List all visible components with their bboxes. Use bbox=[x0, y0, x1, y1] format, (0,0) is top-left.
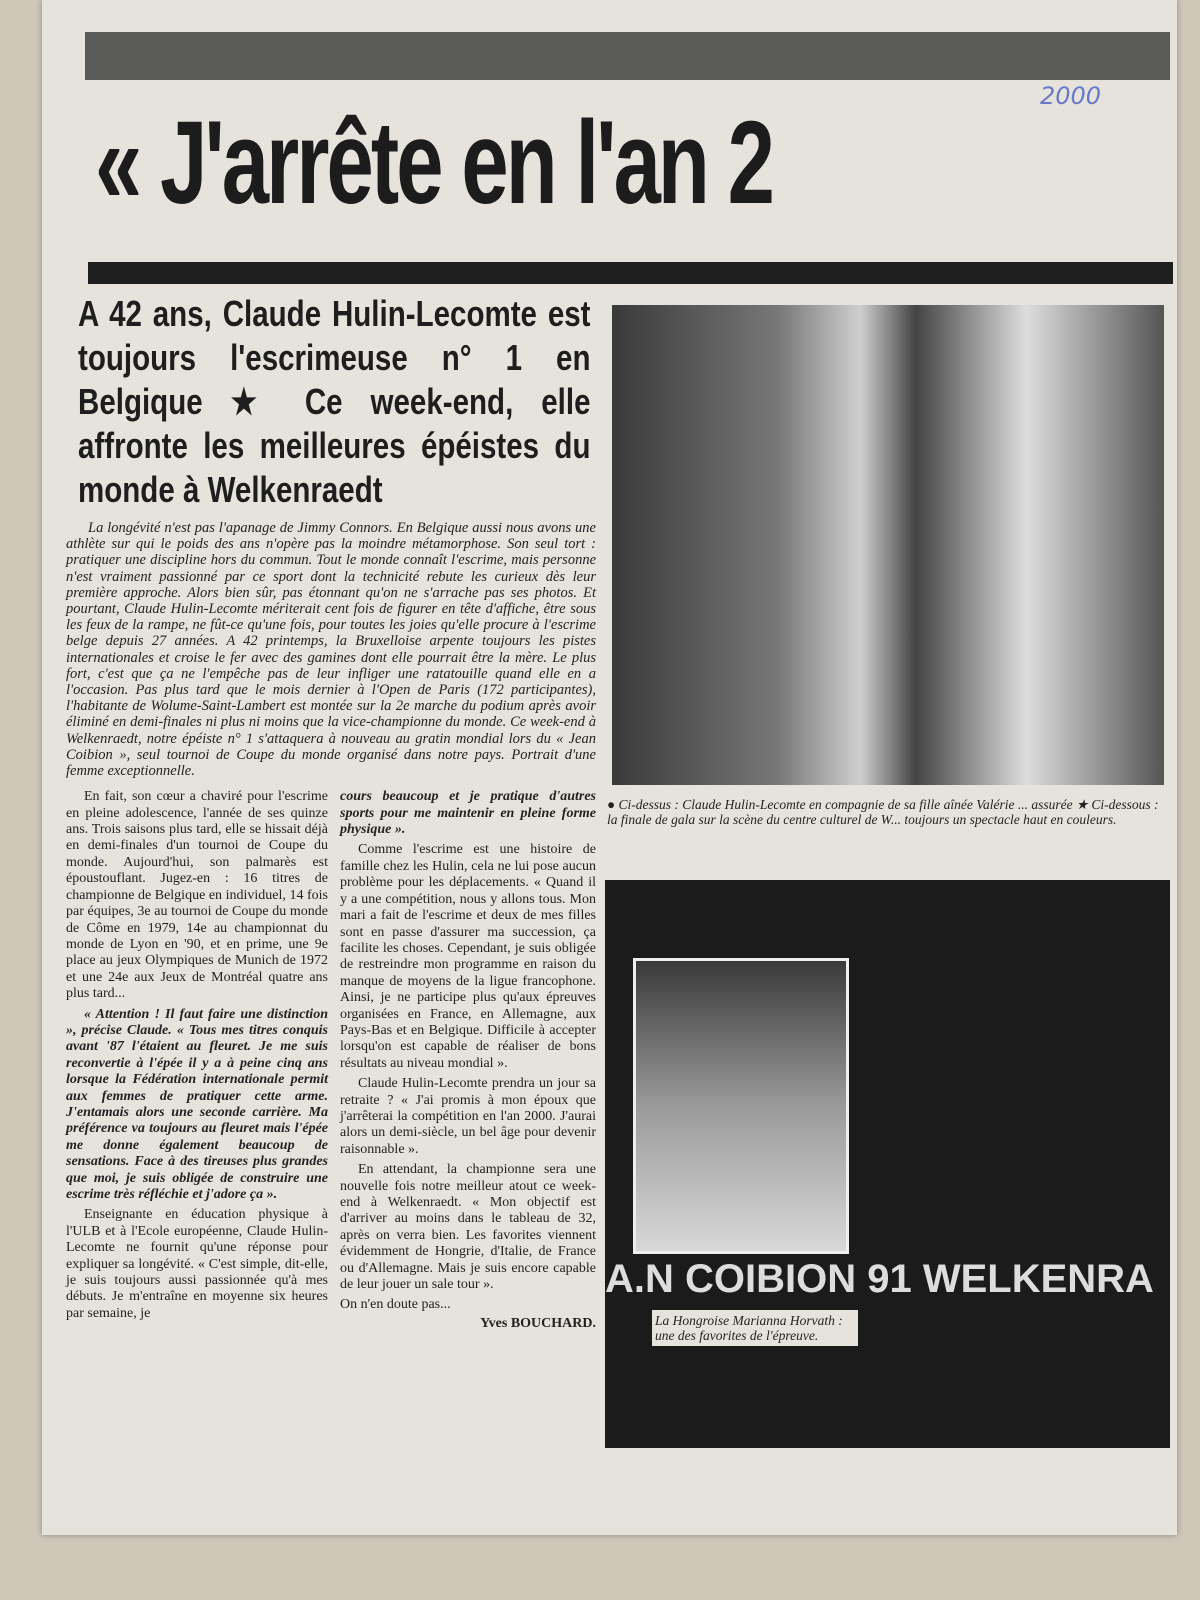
stage-banner: A.N COIBION 91 WELKENRA bbox=[605, 1257, 1154, 1301]
handwritten-note: 2000 bbox=[1040, 82, 1102, 110]
caption-top-photo: ● Ci-dessus : Claude Hulin-Lecomte en compagnie de sa fille aînée Valérie ... assurée ★ Ci-dessous : la finale de gala sur la scène du centre culturel de W... toujours un spectacle haut en couleurs. bbox=[607, 797, 1159, 827]
photo-inset-horvath bbox=[633, 958, 849, 1254]
article-text-area bbox=[66, 292, 596, 1332]
paragraph: cours beaucoup et je pratique d'autres sports pour me maintenir en pleine forme physique ». bbox=[340, 789, 596, 838]
paragraph: Enseignante en éducation physique à l'ULB et à l'Ecole européenne, Claude Hulin-Lecomte ne fournit qu'une réponse pour expliquer sa longévité. « C'est simple, dit-elle, je suis toujours aussi passionnée qu'à mes débuts. Je m'entraîne en moyenne six heures par semaine, je bbox=[66, 1207, 328, 1321]
intro-paragraph: La longévité n'est pas l'apanage de Jimmy Connors. En Belgique aussi nous avons une athlète sur qui le poids des ans n'opère pas la moindre métamorphose. Son seul tort : pratiquer une discipline hors du commun. Tout le monde connaît l'escrime, mais personne n'est vraiment passionné par ce sport dont la technicité rebute les curieux dès leur première approche. Alors bien sûr, pas étonnant qu'on ne s'arrache pas ses photos. Et pourtant, Claude Hulin-Lecomte mériterait cent fois de figurer en tête d'affiche, être sous les feux de la rampe, ne fût-ce qu'une fois, pour toutes les joies qu'elle procure à l'escrime belge depuis 27 années. A 42 printemps, la Bruxelloise arpente toujours les pistes internationales et croise le fer avec des gamines dont elle pourrait être la mère. Le plus fort, c'est que ça ne l'empêche pas de leur infliger une ratatouille quand elle en a l'occasion. Pas plus tard que le mois dernier à l'Open de Paris (172 participantes), l'habitante de Wolume-Saint-Lambert est montée sur la 2e marche du podium après avoir éliminé en demi-finales ni plus ni moins que la vice-championne du monde. Ce week-end à Welkenraedt, notre épéiste n° 1 s'attaquera à nouveau au gratin mondial lors du « Jean Coibion », seul tournoi de Coupe du monde organisé dans notre pays. Portrait d'une femme exceptionnelle. bbox=[66, 520, 596, 780]
paragraph: « Attention ! Il faut faire une distinction », précise Claude. « Tous mes titres conquis avant '87 l'étaient au fleuret. Je me suis reconvertie à l'épée il y a à peine cinq ans lorsque la Fédération internationale permit aux femmes de pratiquer cette arme. J'entamais alors une seconde carrière. Ma préférence va toujours au fleuret mais l'épée me donne également beaucoup de sensations. Face à des tireuses plus grandes que moi, je suis obligée de construire une escrime très réfléchie et j'adore ça ». bbox=[66, 1006, 328, 1202]
byline: Yves BOUCHARD. bbox=[480, 1315, 596, 1331]
paragraph: Comme l'escrime est une histoire de famille chez les Hulin, cela ne lui pose aucun problème pour les déplacements. « Quand il y a une compétition, nous y allons tous. Mon mari a fait de l'escrime et deux de mes filles sont en passe d'assurer ma succession, ça facilite les choses. Cependant, je suis obligée de restreindre mon programme en raison du manque de moyens de la ligue francophone. Ainsi, je ne participe plus qu'aux épreuves organisées en France, en Allemagne, aux Pays-Bas et en Belgique. Difficile à accepter lorsqu'on est capable de réaliser de bons résultats au niveau mondial ». bbox=[340, 842, 596, 1071]
column-2 bbox=[340, 789, 596, 1332]
paragraph: En attendant, la championne sera une nouvelle fois notre meilleur atout ce week-end à Welkenraedt. « Mon objectif est d'arriver au moins dans le tableau de 32, après on verra bien. Les favorites viennent évidemment de Hongrie, d'Italie, de France ou d'Allemagne. Mais je suis encore capable de leur jouer un sale tour ». bbox=[340, 1162, 596, 1293]
top-banner-bar bbox=[85, 32, 1170, 80]
paragraph: Claude Hulin-Lecomte prendra un jour sa retraite ? « J'ai promis à mon époux que j'arrêterai la compétition en l'an 2000. J'aurai alors un demi-siècle, un bel âge pour devenir raisonnable ». bbox=[340, 1076, 596, 1157]
photo-mother-daughter bbox=[612, 305, 1164, 785]
body-columns bbox=[66, 789, 596, 1332]
closing-line: On n'en doute pas... bbox=[340, 1297, 451, 1313]
column-1 bbox=[66, 789, 328, 1332]
caption-inset: La Hongroise Marianna Horvath : une des favorites de l'épreuve. bbox=[652, 1310, 858, 1346]
headline: « J'arrête en l'an 2 bbox=[95, 97, 773, 229]
deck: A 42 ans, Claude Hulin-Lecomte est toujours l'escrimeuse n° 1 en Belgique ★ Ce week-end, elle affronte les meilleures épéistes du monde à Welkenraedt bbox=[78, 293, 591, 510]
headline-rule bbox=[88, 262, 1173, 284]
deck-wrapper bbox=[78, 292, 596, 512]
paragraph: En fait, son cœur a chaviré pour l'escrime en pleine adolescence, l'année de ses quinze ans. Trois saisons plus tard, elle se hissait déjà en demi-finales d'un tournoi de Coupe du monde. Aujourd'hui, son palmarès est époustouflant. Jugez-en : 16 titres de championne de Belgique en individuel, 14 fois par équipes, 3e au tournoi de Coupe du monde de Côme en 1979, 14e au championnat du monde de Lyon en '90, et en prime, une 9e place au jeux Olympiques de Munich de 1972 et une 24e aux Jeux de Montréal quatre ans plus tard... bbox=[66, 789, 328, 1002]
